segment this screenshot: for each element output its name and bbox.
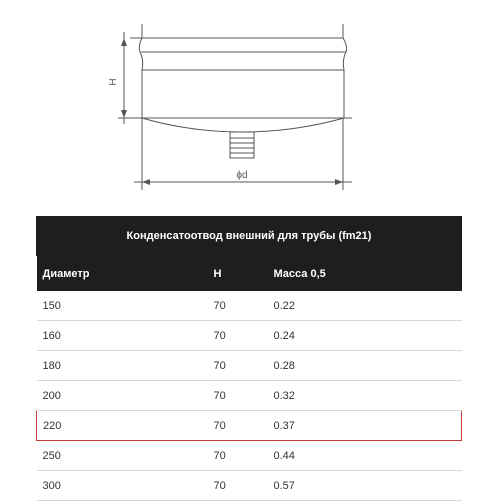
cell-mass: 0.28 <box>268 351 462 381</box>
cell-diameter: 300 <box>37 471 208 501</box>
technical-drawing <box>0 0 500 210</box>
cell-diameter: 160 <box>37 321 208 351</box>
table-row <box>37 351 462 381</box>
table-row <box>37 321 462 351</box>
cell-diameter: 220 <box>37 411 208 441</box>
table-row <box>37 441 462 471</box>
table-row <box>37 381 462 411</box>
cell-h: 70 <box>208 291 268 321</box>
header-diameter: Диаметр <box>37 256 208 291</box>
spec-table <box>36 216 462 501</box>
table-header-row <box>37 256 462 291</box>
height-label: H <box>108 78 119 86</box>
table-row <box>37 411 462 441</box>
table-row <box>37 471 462 501</box>
cell-diameter: 150 <box>37 291 208 321</box>
cell-h: 70 <box>208 321 268 351</box>
cell-h: 70 <box>208 381 268 411</box>
cell-diameter: 250 <box>37 441 208 471</box>
cell-diameter: 200 <box>37 381 208 411</box>
cell-mass: 0.37 <box>268 411 462 441</box>
cell-mass: 0.44 <box>268 441 462 471</box>
cell-mass: 0.22 <box>268 291 462 321</box>
cell-diameter: 180 <box>37 351 208 381</box>
header-h: H <box>208 256 268 291</box>
cell-mass: 0.57 <box>268 471 462 501</box>
cell-h: 70 <box>208 441 268 471</box>
table-row <box>37 291 462 321</box>
diameter-label: ϕd <box>236 170 248 181</box>
cell-h: 70 <box>208 351 268 381</box>
cell-h: 70 <box>208 471 268 501</box>
drain-nozzle <box>230 132 254 158</box>
table-title: Конденсатоотвод внешний для трубы (fm21) <box>36 216 462 256</box>
cell-mass: 0.32 <box>268 381 462 411</box>
cell-h: 70 <box>208 411 268 441</box>
header-mass: Масса 0,5 <box>268 256 462 291</box>
cell-mass: 0.24 <box>268 321 462 351</box>
